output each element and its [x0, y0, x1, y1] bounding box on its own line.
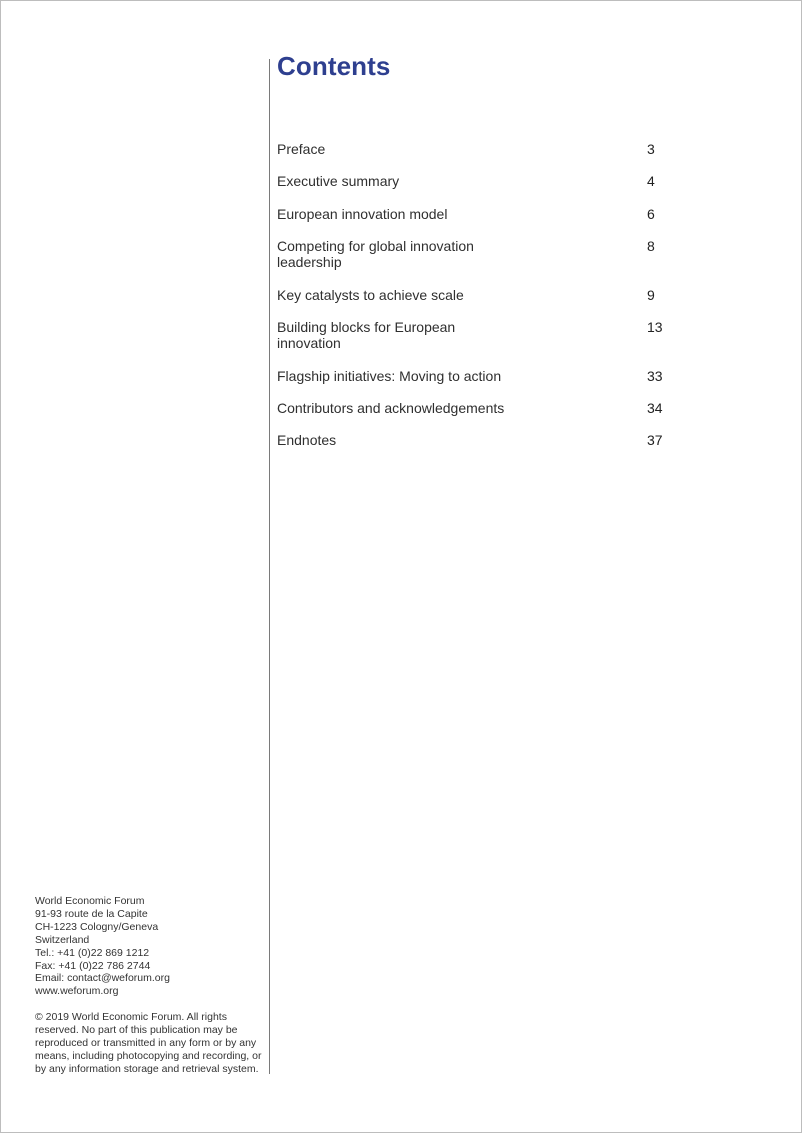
toc-entry-preface[interactable] — [277, 141, 677, 158]
copyright-line: by any information storage and retrieval system. — [35, 1062, 259, 1075]
address-line: World Economic Forum — [35, 895, 145, 907]
toc-entry-european-innovation-model[interactable] — [277, 206, 677, 223]
toc-entry-flagship-initiatives[interactable] — [277, 368, 677, 385]
copyright-line: reproduced or transmitted in any form or by any — [35, 1036, 257, 1049]
toc-entry-page: 8 — [647, 237, 655, 254]
toc-entry-page: 33 — [647, 367, 663, 384]
toc-entry-competing-for-leadership[interactable] — [277, 238, 677, 271]
toc-entry-label: Building blocks for European innovation — [277, 318, 456, 352]
toc-entry-page: 6 — [647, 205, 655, 222]
toc-entry-label: Competing for global innovation leadership — [277, 237, 474, 271]
toc-entry-label: Key catalysts to achieve scale — [277, 286, 464, 303]
fax-line: Fax: +41 (0)22 786 2744 — [35, 959, 151, 972]
toc-entry-label: Preface — [277, 141, 326, 157]
toc-entry-page: 37 — [647, 432, 663, 449]
toc-entry-page: 13 — [647, 318, 663, 335]
toc-entry-label: Executive summary — [277, 173, 400, 190]
website-link[interactable]: www.weforum.org — [35, 985, 119, 998]
copyright-notice — [35, 1011, 265, 1076]
toc-entry-contributors[interactable] — [277, 400, 677, 417]
toc-entry-label: European innovation model — [277, 205, 448, 222]
toc-entry-page: 34 — [647, 400, 663, 417]
toc-entry-page: 4 — [647, 173, 655, 190]
phone-line: Tel.: +41 (0)22 869 1212 — [35, 946, 150, 959]
address-line: 91-93 route de la Capite — [35, 907, 148, 920]
toc-entry-key-catalysts[interactable] — [277, 287, 677, 304]
toc-entry-endnotes[interactable] — [277, 432, 677, 449]
toc-entry-label: Contributors and acknowledgements — [277, 400, 505, 417]
copyright-line: © 2019 World Economic Forum. All rights — [35, 1011, 227, 1023]
copyright-line: means, including photocopying and recording, or — [35, 1049, 262, 1062]
toc-entry-page: 3 — [647, 141, 655, 157]
vertical-divider — [269, 59, 270, 1074]
email-line[interactable]: Email: contact@weforum.org — [35, 972, 170, 985]
page-title: Contents — [277, 51, 391, 81]
address-line: CH-1223 Cologny/Geneva — [35, 920, 159, 933]
toc-entry-building-blocks[interactable] — [277, 319, 677, 352]
address-line: Switzerland — [35, 933, 90, 946]
toc-entry-label: Endnotes — [277, 432, 337, 449]
toc-entry-label: Flagship initiatives: Moving to action — [277, 367, 502, 384]
toc-entry-executive-summary[interactable] — [277, 173, 677, 190]
copyright-line: reserved. No part of this publication may be — [35, 1023, 238, 1036]
toc-entry-page: 9 — [647, 286, 655, 303]
publisher-address — [35, 895, 265, 998]
table-of-contents — [277, 141, 677, 465]
